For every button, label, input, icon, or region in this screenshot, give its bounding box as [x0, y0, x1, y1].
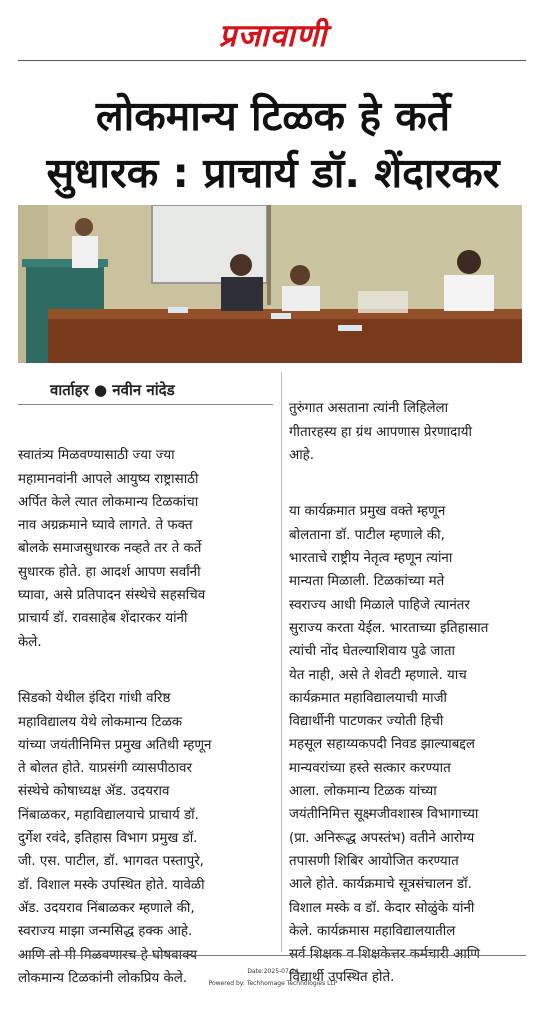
masthead-divider: [18, 60, 526, 61]
headline-line-2: सुधारक : प्राचार्य डॉ. शेंदारकर: [46, 149, 500, 197]
footer-divider: [18, 955, 526, 956]
headline-line-1: लोकमान्य टिळक हे कर्ते: [95, 92, 451, 140]
event-photo-illustration: [18, 205, 522, 363]
article-paragraph: स्वातंत्र्य मिळवण्यासाठी ज्या ज्या महामानवांनी आपले आयुष्य राष्ट्रासाठी अर्पित केले त्यात लोकमान्य टिळकांचा नाव अग्रक्रमाने घ्यावे लागते. ते फक्त बोलके समाजसुधारक नव्हते तर ते कर्ते सुधारक होते. हा आदर्श आपण सर्वांनी घ्यावा, असे प्रतिपादन संस्थेचे सहसचिव प्राचार्य डॉ. रावसाहेब शेंदारकर यांनी केले.: [18, 448, 206, 650]
footer-powered-by: Powered by: Techhomage Technologies LLP: [208, 980, 338, 987]
footer-date: Date:2025-07-24: [247, 968, 299, 975]
column-divider: [281, 372, 282, 952]
article-column-1: [18, 421, 275, 1023]
article-paragraph: या कार्यक्रमात प्रमुख वक्ते म्हणून बोलताना डॉ. पाटील म्हणाले की, भारताचे राष्ट्रीय नेतृत्व म्हणून त्यांना मान्यता मिळाली. टिळकांच्या मते स्वराज्य आधी मिळाले पाहिजे त्यानंतर सुराज्य करता येईल. भारताच्या इतिहासात त्यांची नोंद घेतल्याशिवाय पुढे जाता येत नाही, असे ते शेवटी म्हणाले. याच कार्यक्रमात महाविद्यालयाची माजी विद्यार्थीनी पाटणकर ज्योती हिची महसूल सहाय्यकपदी निवड झाल्याबद्दल मान्यवरांच्या हस्ते सत्कार करण्यात आला. लोकमान्य टिळक यांच्या जयंतीनिमित्त सूक्ष्मजीवशास्त्र विभागाच्या (प्रा. अनिरूद्ध अपस्तंभ) वतीने आरोग्य तपासणी शिबिर आयोजित करण्यात आले होते. कार्यक्रमाचे सूत्रसंचालन डॉ. विशाल मस्के व डॉ. केदार सोळुंके यांनी केले. कार्यक्रमास महाविद्यालयातील सर्व शिक्षक व शिक्षकेत्तर कर्मचारी आणि विद्यार्थी उपस्थित होते.: [289, 504, 489, 986]
article-column-2: [289, 374, 522, 1023]
article-paragraph: सिडको येथील इंदिरा गांधी वरिष्ठ महाविद्यालय येथे लोकमान्य टिळक यांच्या जयंतीनिमित्त प्रमुख अतिथी म्हणून ते बोलत होते. याप्रसंगी व्यासपीठावर संस्थेचे कोषाध्यक्ष ॲड. उदयराव निंबाळकर, महाविद्यालयाचे प्राचार्य डॉ. दुर्गेश रवंदे, इतिहास विभाग प्रमुख डॉ. जी. एस. पाटील, डॉ. भागवत पस्तापुरे, डॉ. विशाल मस्के उपस्थित होते. यावेळी ॲड. उदयराव निंबाळकर म्हणाले की, स्वराज्य माझा जन्मसिद्ध हक्क आहे. आणि तो मी मिळवणारच हे घोषवाक्य लोकमान्य टिळकांनी लोकप्रिय केले.: [18, 691, 212, 986]
event-photo: [18, 205, 522, 363]
byline: वार्ताहर ● नवीन नांदेड: [50, 381, 175, 399]
byline-divider: [18, 404, 273, 405]
article-paragraph: तुरुंगात असताना त्यांनी लिहिलेला गीतारहस्य हा ग्रंथ आपणास प्रेरणादायी आहे.: [289, 401, 472, 463]
masthead: [0, 0, 546, 60]
newspaper-logo: प्रजावाणी: [218, 18, 328, 54]
headline: [0, 88, 546, 202]
